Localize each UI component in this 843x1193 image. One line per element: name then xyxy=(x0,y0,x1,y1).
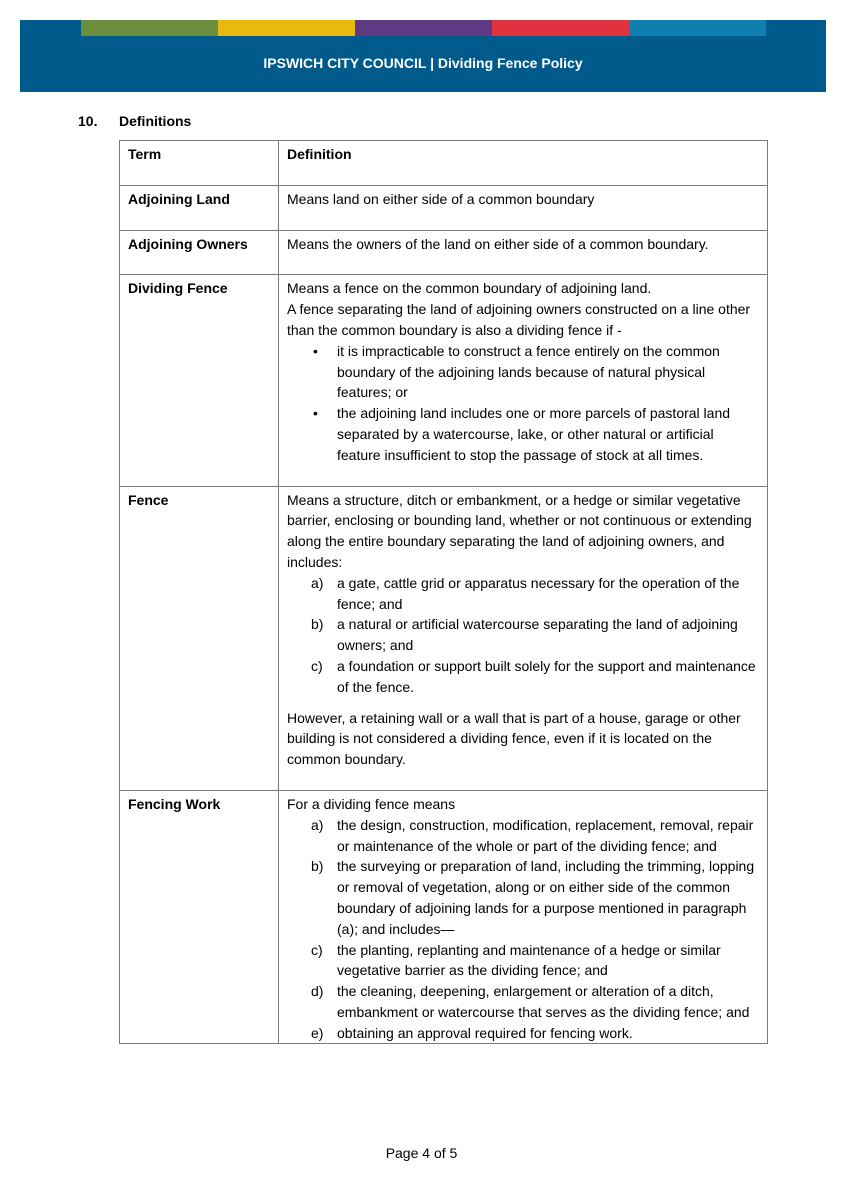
table-row xyxy=(120,185,768,230)
list-item xyxy=(311,815,760,857)
lettered-list xyxy=(287,573,760,698)
item-text: a gate, cattle grid or apparatus necessary for the operation of the fence; and xyxy=(337,574,740,612)
item-text: the surveying or preparation of land, including the trimming, lopping or removal of vegetation, along or on either side of the common boundary of adjoining lands for a purpose mentioned in paragraph (a); and includes— xyxy=(337,858,755,937)
list-item xyxy=(311,940,760,982)
list-item xyxy=(311,614,760,656)
stripe-blue xyxy=(629,20,766,36)
definition-cell xyxy=(279,790,768,1044)
item-label: a) xyxy=(311,574,324,591)
section-title: Definitions xyxy=(119,113,192,129)
item-label: a) xyxy=(311,816,324,833)
bullet-item: • the adjoining land includes one or more parcels of pastoral land separated by a watercourse, lake, or other natural or artificial feature insufficient to stop the passage of stock at all times. xyxy=(337,403,760,465)
definitions-table xyxy=(119,140,768,1044)
list-item xyxy=(311,981,760,1023)
item-text: a natural or artificial watercourse separating the land of adjoining owners; and xyxy=(337,616,738,654)
item-label: d) xyxy=(311,983,324,1000)
table-header-row xyxy=(120,141,768,186)
item-text: a foundation or support built solely for the support and maintenance of the fence. xyxy=(337,657,756,695)
definition-cell xyxy=(279,486,768,790)
item-text: the cleaning, deepening, enlargement or alteration of a ditch, embankment or watercourse that serves as the dividing fence; and xyxy=(337,983,750,1020)
table-row xyxy=(120,275,768,486)
definition-line: Means a fence on the common boundary of adjoining land. xyxy=(287,280,652,297)
bullet-item: • it is impracticable to construct a fence entirely on the common boundary of the adjoining lands because of natural physical features; or xyxy=(337,341,760,403)
table-row xyxy=(120,790,768,1044)
item-label: b) xyxy=(311,616,324,633)
definition-note: However, a retaining wall or a wall that is part of a house, garage or other building is not considered a dividing fence, even if it is located on the common boundary. xyxy=(287,709,741,768)
item-text: the planting, replanting and maintenance of a hedge or similar vegetative barrier as the dividing fence; and xyxy=(337,941,721,979)
definition-cell xyxy=(279,275,768,486)
stripe-purple xyxy=(355,20,492,36)
item-label: c) xyxy=(311,941,323,958)
stripe-green xyxy=(81,20,218,36)
page-number: Page 4 of 5 xyxy=(385,1145,458,1161)
header-title: IPSWICH CITY COUNCIL | Dividing Fence Policy xyxy=(263,55,583,71)
header-term: Term xyxy=(120,141,279,186)
item-label: e) xyxy=(311,1024,324,1041)
definition-intro: For a dividing fence means xyxy=(287,795,456,812)
bullet-list xyxy=(287,341,760,466)
color-stripes xyxy=(81,20,766,36)
table-row xyxy=(120,486,768,790)
term-cell: Fence xyxy=(120,486,279,790)
list-item xyxy=(311,573,760,615)
list-item xyxy=(311,656,760,698)
stripe-yellow xyxy=(218,20,355,36)
header-definition: Definition xyxy=(279,141,768,186)
definition-cell: Means the owners of the land on either side of a common boundary. xyxy=(279,230,768,275)
term-cell: Fencing Work xyxy=(120,790,279,1044)
page-header-banner xyxy=(20,20,826,92)
list-item xyxy=(311,856,760,939)
lettered-list xyxy=(287,815,760,1044)
section-heading xyxy=(78,113,191,129)
item-label: c) xyxy=(311,657,323,674)
table-row xyxy=(120,230,768,275)
item-text: obtaining an approval required for fencing work. xyxy=(337,1024,633,1041)
item-label: b) xyxy=(311,858,324,875)
stripe-red xyxy=(492,20,629,36)
list-item xyxy=(311,1023,760,1044)
term-cell: Dividing Fence xyxy=(120,275,279,486)
term-cell: Adjoining Land xyxy=(120,185,279,230)
term-cell: Adjoining Owners xyxy=(120,230,279,275)
definition-cell: Means land on either side of a common boundary xyxy=(279,185,768,230)
definition-line: A fence separating the land of adjoining owners constructed on a line other than the common boundary is also a dividing fence if - xyxy=(287,301,751,338)
item-text: the design, construction, modification, replacement, removal, repair or maintenance of the whole or part of the dividing fence; and xyxy=(337,816,754,854)
definition-intro: Means a structure, ditch or embankment, or a hedge or similar vegetative barrier, enclosing or bounding land, whether or not continuous or extending along the entire boundary separating the land of adjoining owners, and includes: xyxy=(287,491,752,570)
section-number: 10. xyxy=(78,113,98,129)
